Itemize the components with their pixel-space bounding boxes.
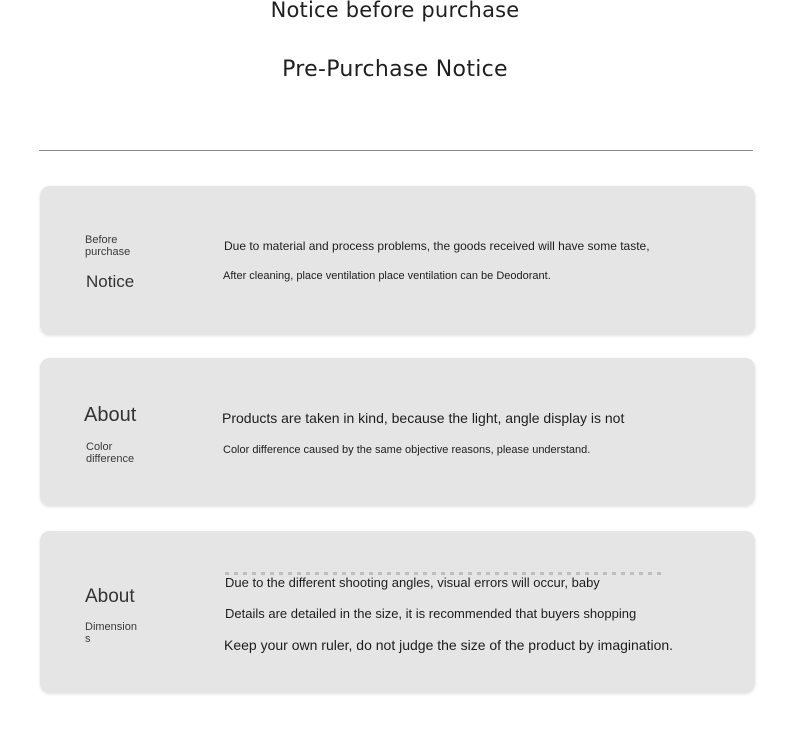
card-small-label: Dimensions <box>85 621 137 645</box>
color-difference-card <box>40 358 755 506</box>
card-text-line: Due to the different shooting angles, visual errors will occur, baby <box>225 575 600 590</box>
page-title: Notice before purchase <box>270 0 520 22</box>
card-text-line: Keep your own ruler, do not judge the size of the product by imagination. <box>224 637 674 653</box>
card-small-label: Before purchase <box>85 234 131 258</box>
page-subtitle: Pre-Purchase Notice <box>282 57 508 82</box>
card-big-label: Notice <box>86 272 135 291</box>
card-text-line: Color difference caused by the same objective reasons, please understand. <box>223 444 591 456</box>
dimensions-card <box>40 531 755 693</box>
card-big-label: About <box>85 586 135 607</box>
card-text-line: Products are taken in kind, because the light, angle display is not <box>222 410 625 426</box>
card-small-label: Color difference <box>86 441 135 465</box>
notice-card <box>40 186 755 335</box>
card-text-line: Details are detailed in the size, it is recommended that buyers shopping <box>225 606 637 621</box>
section-divider <box>39 150 753 151</box>
card-text-line: Due to material and process problems, the goods received will have some taste, <box>224 239 650 253</box>
card-big-label: About <box>84 404 137 426</box>
card-text-line: After cleaning, place ventilation place ventilation can be Deodorant. <box>223 270 551 282</box>
